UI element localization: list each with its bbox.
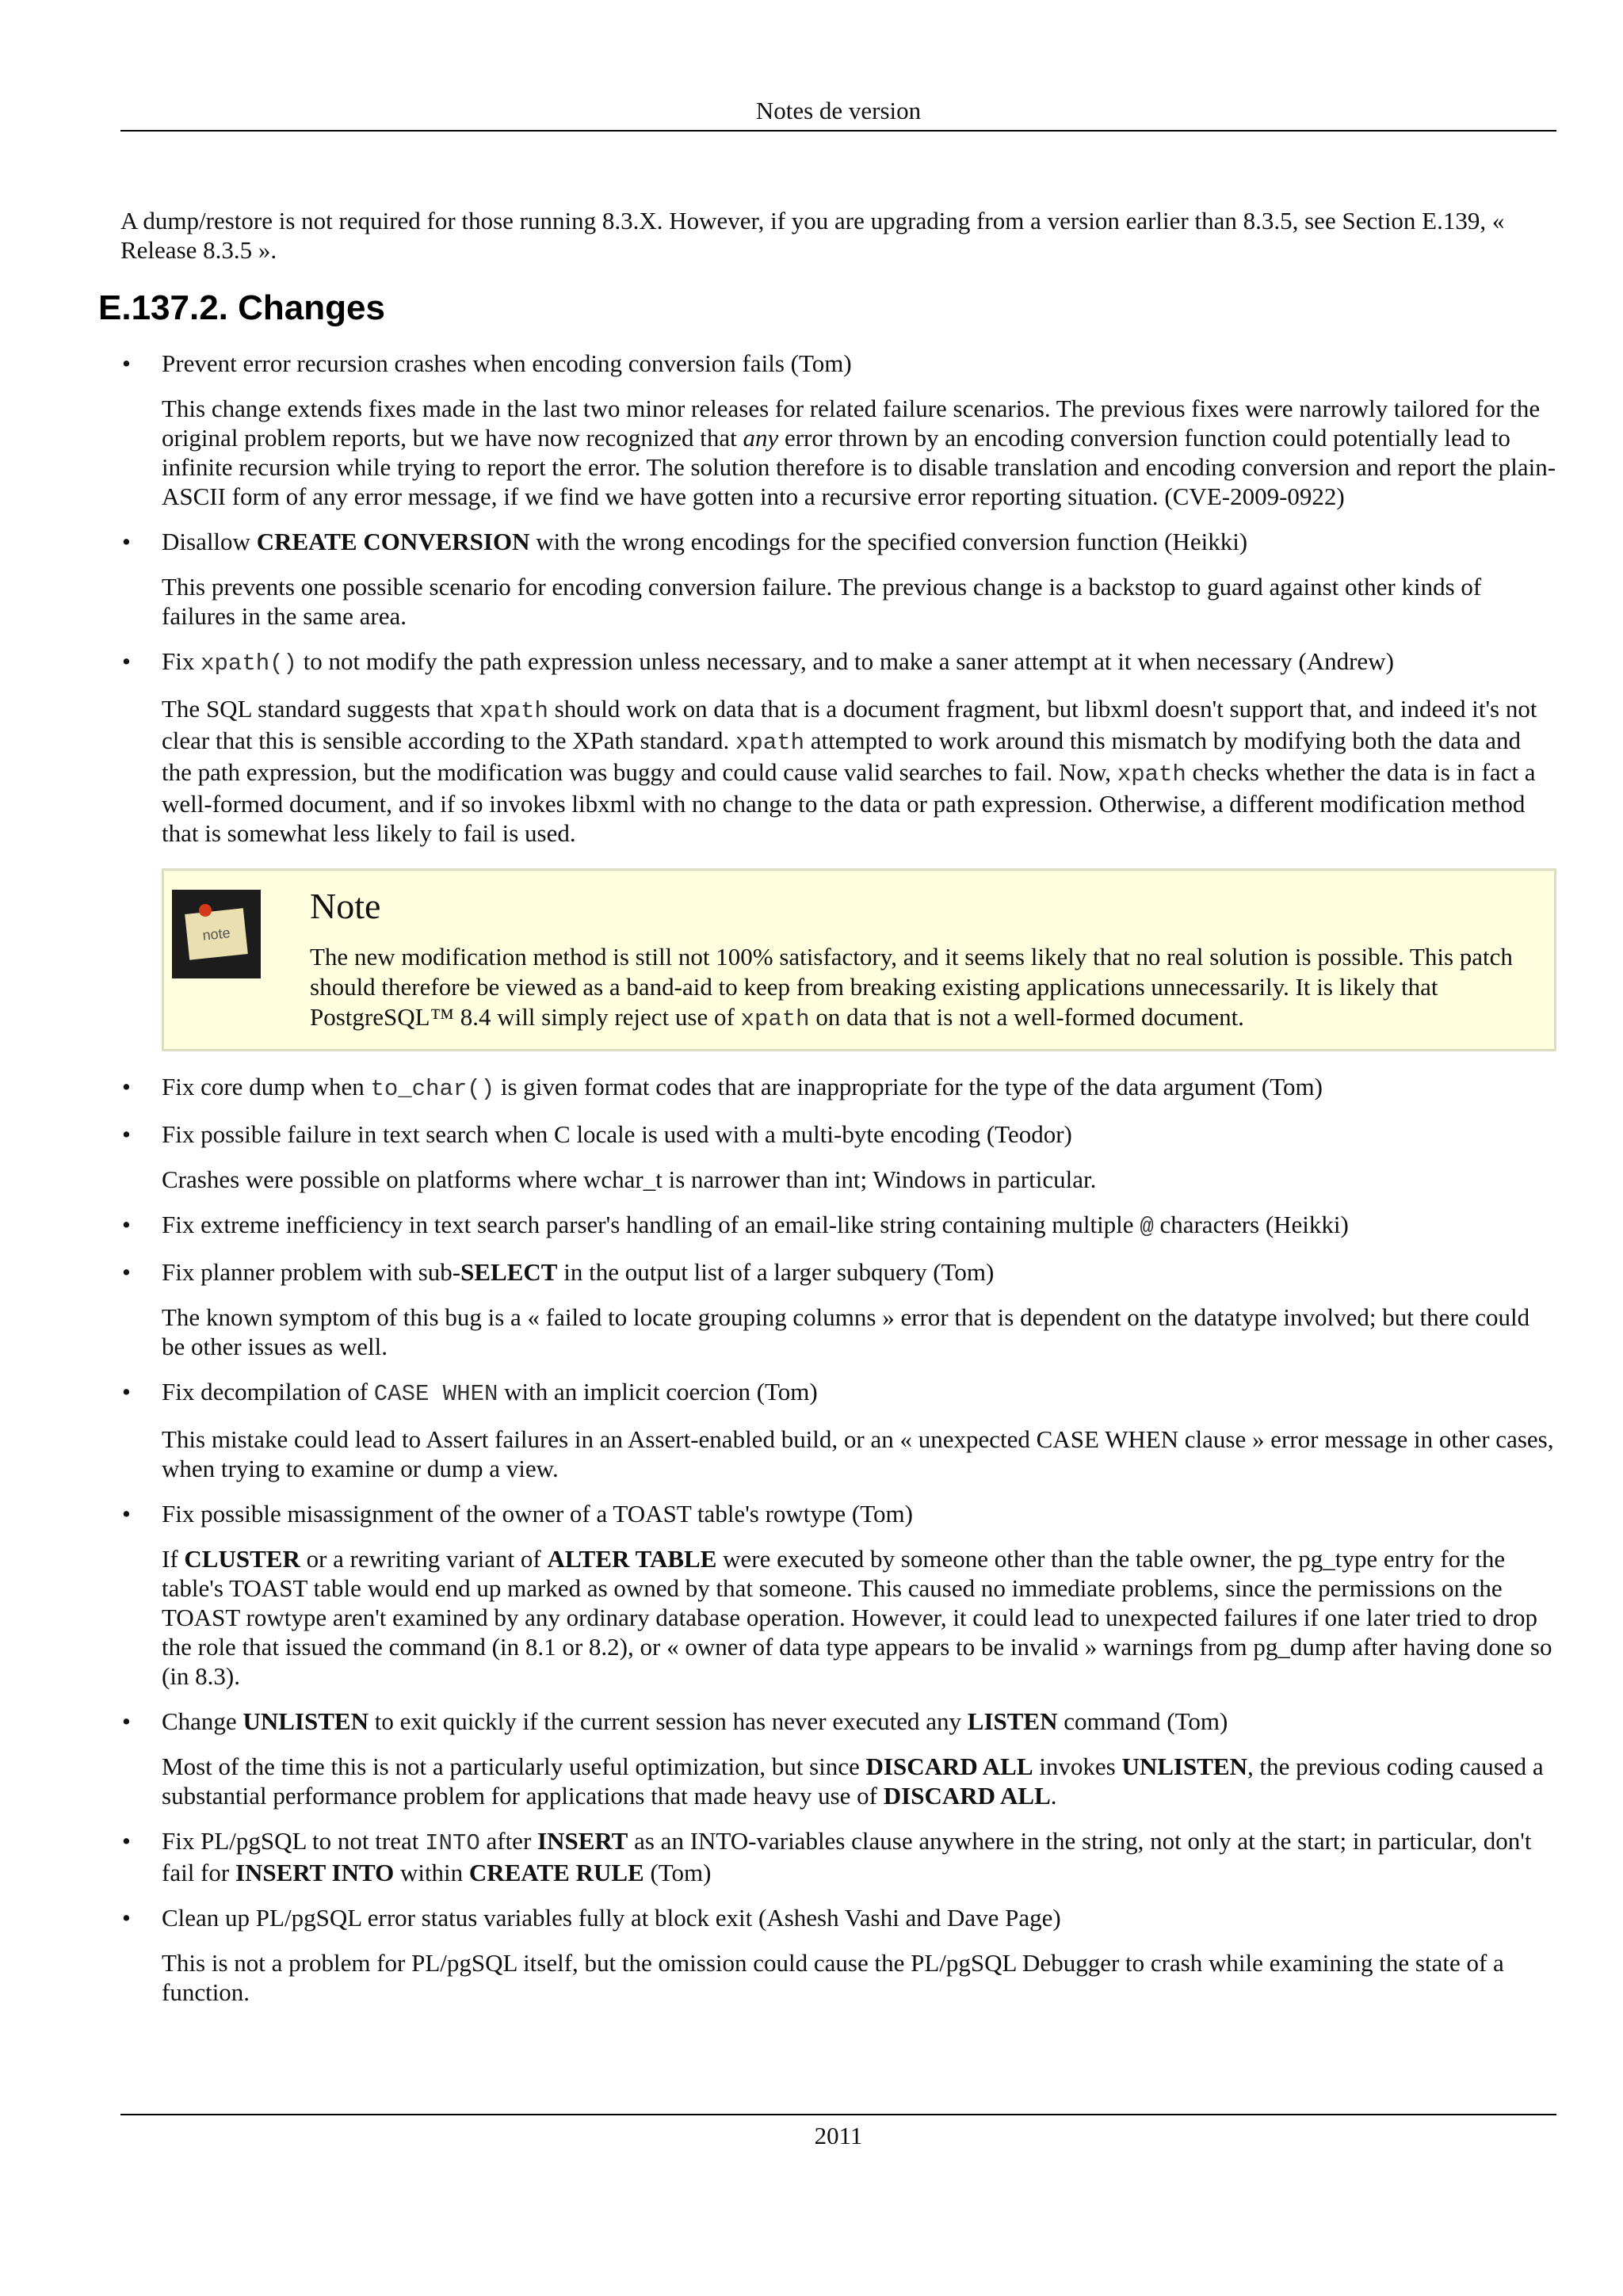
header-title: Notes de version <box>755 97 922 124</box>
text-run: Most of the time this is not a particularly useful optimization, but since <box>162 1753 866 1780</box>
command-text: CLUSTER <box>184 1545 300 1573</box>
list-item <box>120 1826 1556 1887</box>
text-run: as an INTO-variables clause anywhere in the string, not only at the start; in particular, don't fail for <box>162 1827 1532 1886</box>
note-title: Note <box>310 886 381 926</box>
text-run: within <box>394 1859 469 1886</box>
command-text: DISCARD ALL <box>865 1753 1033 1780</box>
code-text: xpath <box>735 730 805 756</box>
item-title <box>162 1210 1556 1241</box>
item-detail: This prevents one possible scenario for encoding conversion failure. The previous change is a backstop to guard against other kinds of failures in the same area. <box>162 573 1482 630</box>
item-detail: Crashes were possible on platforms where wchar_t is narrower than int; Windows in particular. <box>162 1165 1097 1193</box>
text-run: with the wrong encodings for the specified conversion function (Heikki) <box>529 528 1248 555</box>
text-run: Fix core dump when <box>162 1073 371 1100</box>
changes-list <box>120 349 1556 2007</box>
text-run: Fix planner problem with sub- <box>162 1258 461 1286</box>
text-run: command (Tom) <box>1057 1707 1228 1735</box>
text-run: Change <box>162 1707 243 1735</box>
list-item <box>120 1707 1556 1810</box>
note-text <box>310 942 1530 1035</box>
code-text: @ <box>1140 1214 1154 1240</box>
item-title <box>162 527 1556 556</box>
command-text: CREATE CONVERSION <box>256 528 530 555</box>
text-run: Fix decompilation of <box>162 1378 374 1405</box>
text-run: should work on data that is a document fragment, but libxml doesn't support that, and indeed it's not clear that this is sensible according to the XPath standard. <box>162 695 1537 754</box>
text-run: characters (Heikki) <box>1153 1211 1349 1238</box>
list-item <box>120 646 1556 1051</box>
list-item <box>120 1903 1556 2007</box>
text-run: to not modify the path expression unless necessary, and to make a saner attempt at it when necessary (Andrew) <box>296 647 1394 675</box>
item-detail <box>162 694 1556 848</box>
text-run: The SQL standard suggests that <box>162 695 479 723</box>
text-run: in the output list of a larger subquery (Tom) <box>557 1258 995 1286</box>
text-run: error thrown by an encoding conversion function could potentially lead to infinite recursion while trying to report the error. The solution therefore is to disable translation and encoding conversion and report the plain-ASCII form of any error message, if we find we have gotten into a recursive error reporting situation. (CVE-2009-0922) <box>162 424 1556 510</box>
list-item <box>120 1257 1556 1361</box>
emphasis-text: any <box>743 424 779 452</box>
text-run: . <box>1050 1782 1057 1810</box>
command-text: INSERT <box>537 1827 628 1855</box>
item-title: • Fix possible failure in text search when C locale is used with a multi-byte encoding (Teodor) <box>162 1120 1072 1148</box>
note-box <box>162 868 1556 1051</box>
code-text: to_char() <box>370 1076 495 1102</box>
item-title <box>162 1707 1556 1736</box>
item-title <box>162 1377 1556 1409</box>
page-number: 2011 <box>814 2122 863 2149</box>
item-detail <box>162 1752 1556 1810</box>
text-run: is given format codes that are inappropriate for the type of the data argument (Tom) <box>495 1073 1323 1100</box>
page-header <box>120 92 1556 132</box>
note-paper <box>185 908 248 959</box>
section-title: E.137.2. Changes <box>98 288 385 327</box>
list-item <box>120 349 1556 511</box>
command-text: LISTEN <box>967 1707 1058 1735</box>
item-detail <box>162 1544 1556 1691</box>
note-icon-label: note <box>201 924 231 944</box>
text-run: attempted to work around this mismatch by modifying both the data and the path expression, but the modification was buggy and could cause valid searches to fail. Now, <box>162 727 1522 786</box>
text-run: to exit quickly if the current session has never executed any <box>368 1707 968 1735</box>
command-text: INSERT INTO <box>235 1859 395 1886</box>
text-run: or a rewriting variant of <box>300 1545 548 1573</box>
code-text: xpath <box>479 698 548 724</box>
code-text: xpath <box>740 1006 810 1032</box>
item-title <box>162 1072 1556 1104</box>
code-text: xpath <box>1117 761 1186 788</box>
intro-paragraph: A dump/restore is not required for those running 8.3.X. However, if you are upgrading from a version earlier than 8.3.5, see Section E.139, « Release 8.3.5 ». <box>120 207 1505 264</box>
text-run: Fix PL/pgSQL to not treat <box>162 1827 426 1855</box>
text-run: Fix <box>162 647 201 675</box>
text-run: after <box>479 1827 538 1855</box>
document-body <box>98 206 1556 2023</box>
text-run: with an implicit coercion (Tom) <box>498 1378 818 1405</box>
text-run: This change extends fixes made in the last two minor releases for related failure scenarios. The previous fixes were narrowly tailored for the original problem reports, but we have now recognized that <box>162 395 1541 452</box>
command-text: DISCARD ALL <box>883 1782 1051 1810</box>
item-detail: This mistake could lead to Assert failures in an Assert-enabled build, or an « unexpected CASE WHEN clause » error message in other cases, when trying to examine or dump a view. <box>162 1425 1554 1482</box>
text-run: (Tom) <box>643 1859 712 1886</box>
item-title: • Fix possible misassignment of the owner of a TOAST table's rowtype (Tom) <box>162 1500 913 1527</box>
code-text: CASE WHEN <box>373 1381 498 1407</box>
text-run: If <box>162 1545 185 1573</box>
text-run: Fix extreme inefficiency in text search parser's handling of an email-like string containing multiple <box>162 1211 1140 1238</box>
text-run: Disallow <box>162 528 257 555</box>
command-text: UNLISTEN <box>1121 1753 1247 1780</box>
command-text: SELECT <box>460 1258 558 1286</box>
item-title: • Clean up PL/pgSQL error status variables fully at block exit (Ashesh Vashi and Dave Page) <box>162 1904 1061 1932</box>
code-text: INTO <box>425 1830 480 1856</box>
item-detail <box>162 394 1556 511</box>
item-title <box>162 646 1556 678</box>
code-text: xpath() <box>200 650 297 677</box>
list-item <box>120 527 1556 631</box>
text-run: , the previous coding caused a substantial performance problem for applications that made heavy use of <box>162 1753 1544 1810</box>
command-text: UNLISTEN <box>242 1707 369 1735</box>
text-run: The new modification method is still not 100% satisfactory, and it seems likely that no real solution is possible. This patch should therefore be viewed as a band-aid to keep from breaking existing applications unnecessarily. It is likely that PostgreSQL™ 8.4 will simply reject use of <box>310 943 1513 1031</box>
command-text: CREATE RULE <box>468 1859 644 1886</box>
item-title <box>162 1257 1556 1287</box>
pushpin-icon <box>199 904 212 917</box>
item-title <box>162 1826 1556 1887</box>
text-run: on data that is not a well-formed document. <box>809 1003 1244 1031</box>
item-title: • Prevent error recursion crashes when encoding conversion fails (Tom) <box>162 349 852 377</box>
text-run: checks whether the data is in fact a well-formed document, and if so invokes libxml with no change to the data or path expression. Otherwise, a different modification method that is somewhat less likely to fail is used. <box>162 758 1536 847</box>
text-run: were executed by someone other than the table owner, the pg_type entry for the table's TOAST table would end up marked as owned by that someone. This caused no immediate problems, since the permissions on the TOAST rowtype aren't examined by any ordinary database operation. However, it could lead to unexpected failures if one later tried to drop the role that issued the command (in 8.1 or 8.2), or « owner of data type appears to be invalid » warnings from pg_dump after having done so (in 8.3). <box>162 1545 1552 1690</box>
list-item <box>120 1377 1556 1483</box>
list-item <box>120 1210 1556 1241</box>
command-text: ALTER TABLE <box>547 1545 717 1573</box>
note-icon <box>172 890 261 978</box>
list-item <box>120 1072 1556 1104</box>
item-detail: This is not a problem for PL/pgSQL itself, but the omission could cause the PL/pgSQL Debugger to crash while examining the state of a function. <box>162 1949 1504 2006</box>
item-detail: The known symptom of this bug is a « failed to locate grouping columns » error that is dependent on the datatype involved; but there could be other issues as well. <box>162 1303 1530 1360</box>
list-item <box>120 1499 1556 1691</box>
text-run: invokes <box>1033 1753 1122 1780</box>
page-footer <box>120 2114 1556 2150</box>
list-item <box>120 1119 1556 1194</box>
